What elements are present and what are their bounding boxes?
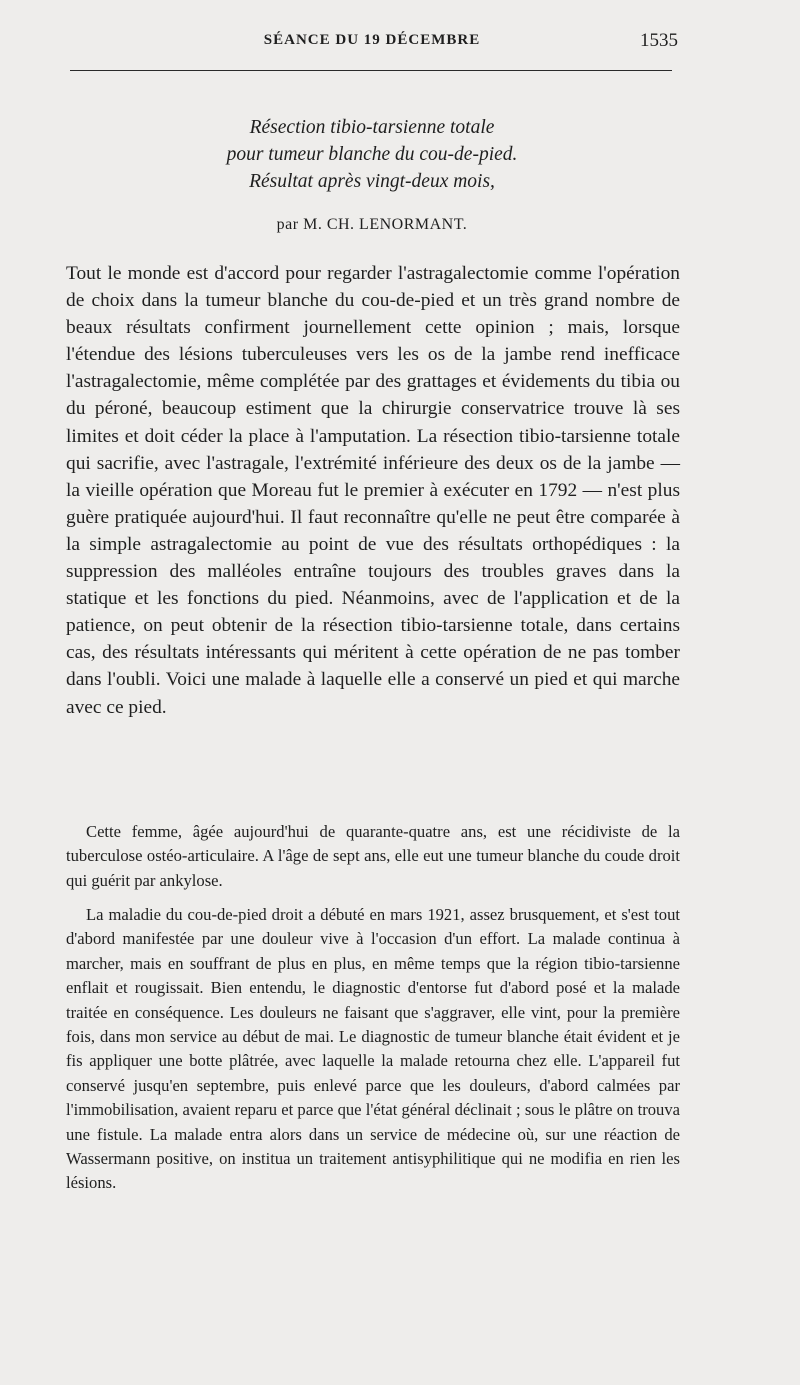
intro-paragraph: Tout le monde est d'accord pour regarder l'astragalectomie comme l'opération de choix dans la tumeur blanche du cou-de-pied et un très grand nombre de beaux résultats confirment journellement cette opinion ; mais, lorsque l'étendue des lésions tuberculeuses vers les os de la jambe rend inefficace l'astragalectomie, même complétée par des grattages et évidements du tibia ou du péroné, beaucoup estiment que la chirurgie conservatrice trouve là ses limites et doit céder la place à l'amputation. La résection tibio-tarsienne totale qui sacrifie, avec l'astragale, l'extrémité inférieure des deux os de la jambe — la vieille opération que Moreau fut le premier à exécuter en 1792 — n'est plus guère pratiquée aujourd'hui. Il faut reconnaître qu'elle ne peut être comparée à la simple astragalectomie au point de vue des résultats orthopédiques : la suppression des malléoles entraîne toujours des troubles graves dans la statique et les fonctions du pied. Néanmoins, avec de l'application et de la patience, on peut obtenir de la résection tibio-tarsienne totale, dans certains cas, des résultats intéressants qui méritent à cette opération de ne pas tomber dans l'oubli. Voici une malade à laquelle elle a conservé un pied et qui marche avec ce pied. bbox=[66, 263, 680, 718]
title-line: Résection tibio-tarsienne totale bbox=[249, 117, 495, 138]
page-number: 1535 bbox=[640, 30, 678, 51]
running-title: SÉANCE DU 19 DÉCEMBRE bbox=[263, 32, 481, 48]
article-author: par M. CH. LENORMANT. bbox=[276, 216, 468, 233]
title-line: Résultat après vingt-deux mois, bbox=[249, 171, 495, 192]
header-rule bbox=[70, 70, 672, 71]
title-line: pour tumeur blanche du cou-de-pied. bbox=[226, 144, 518, 165]
case-paragraph: La maladie du cou-de-pied droit a débuté en mars 1921, assez brusquement, et s'est tout d'abord manifestée par une douleur vive à l'occasion d'un effort. La malade continua à marcher, mais en souffrant de plus en plus, en même temps que la région tibio-tarsienne enflait et rougissait. Bien entendu, le diagnostic d'entorse fut d'abord posé et la malade traitée en conséquence. Les douleurs ne faisant que s'aggraver, elle vint, pour la première fois, dans mon service au début de mai. Le diagnostic de tumeur blanche était évident et je fis appliquer une botte plâtrée, avec laquelle la malade retourna chez elle. L'appareil fut conservé jusqu'en septembre, puis enlevé parce que les douleurs, d'abord calmées par l'immobilisation, avaient reparu et parce que l'état général déclinait ; sous le plâtre on trouva une fistule. La malade entra alors dans un service de médecine où, sur une réaction de Wassermann positive, on institua un traitement antisyphilitique qui ne modifia en rien les lésions. bbox=[66, 905, 680, 1193]
running-head bbox=[66, 30, 678, 56]
article-title bbox=[66, 114, 678, 195]
case-paragraph: Cette femme, âgée aujourd'hui de quarante-quatre ans, est une récidiviste de la tuberculose ostéo-articulaire. A l'âge de sept ans, elle eut une tumeur blanche du coude droit qui guérit par ankylose. bbox=[66, 822, 680, 890]
